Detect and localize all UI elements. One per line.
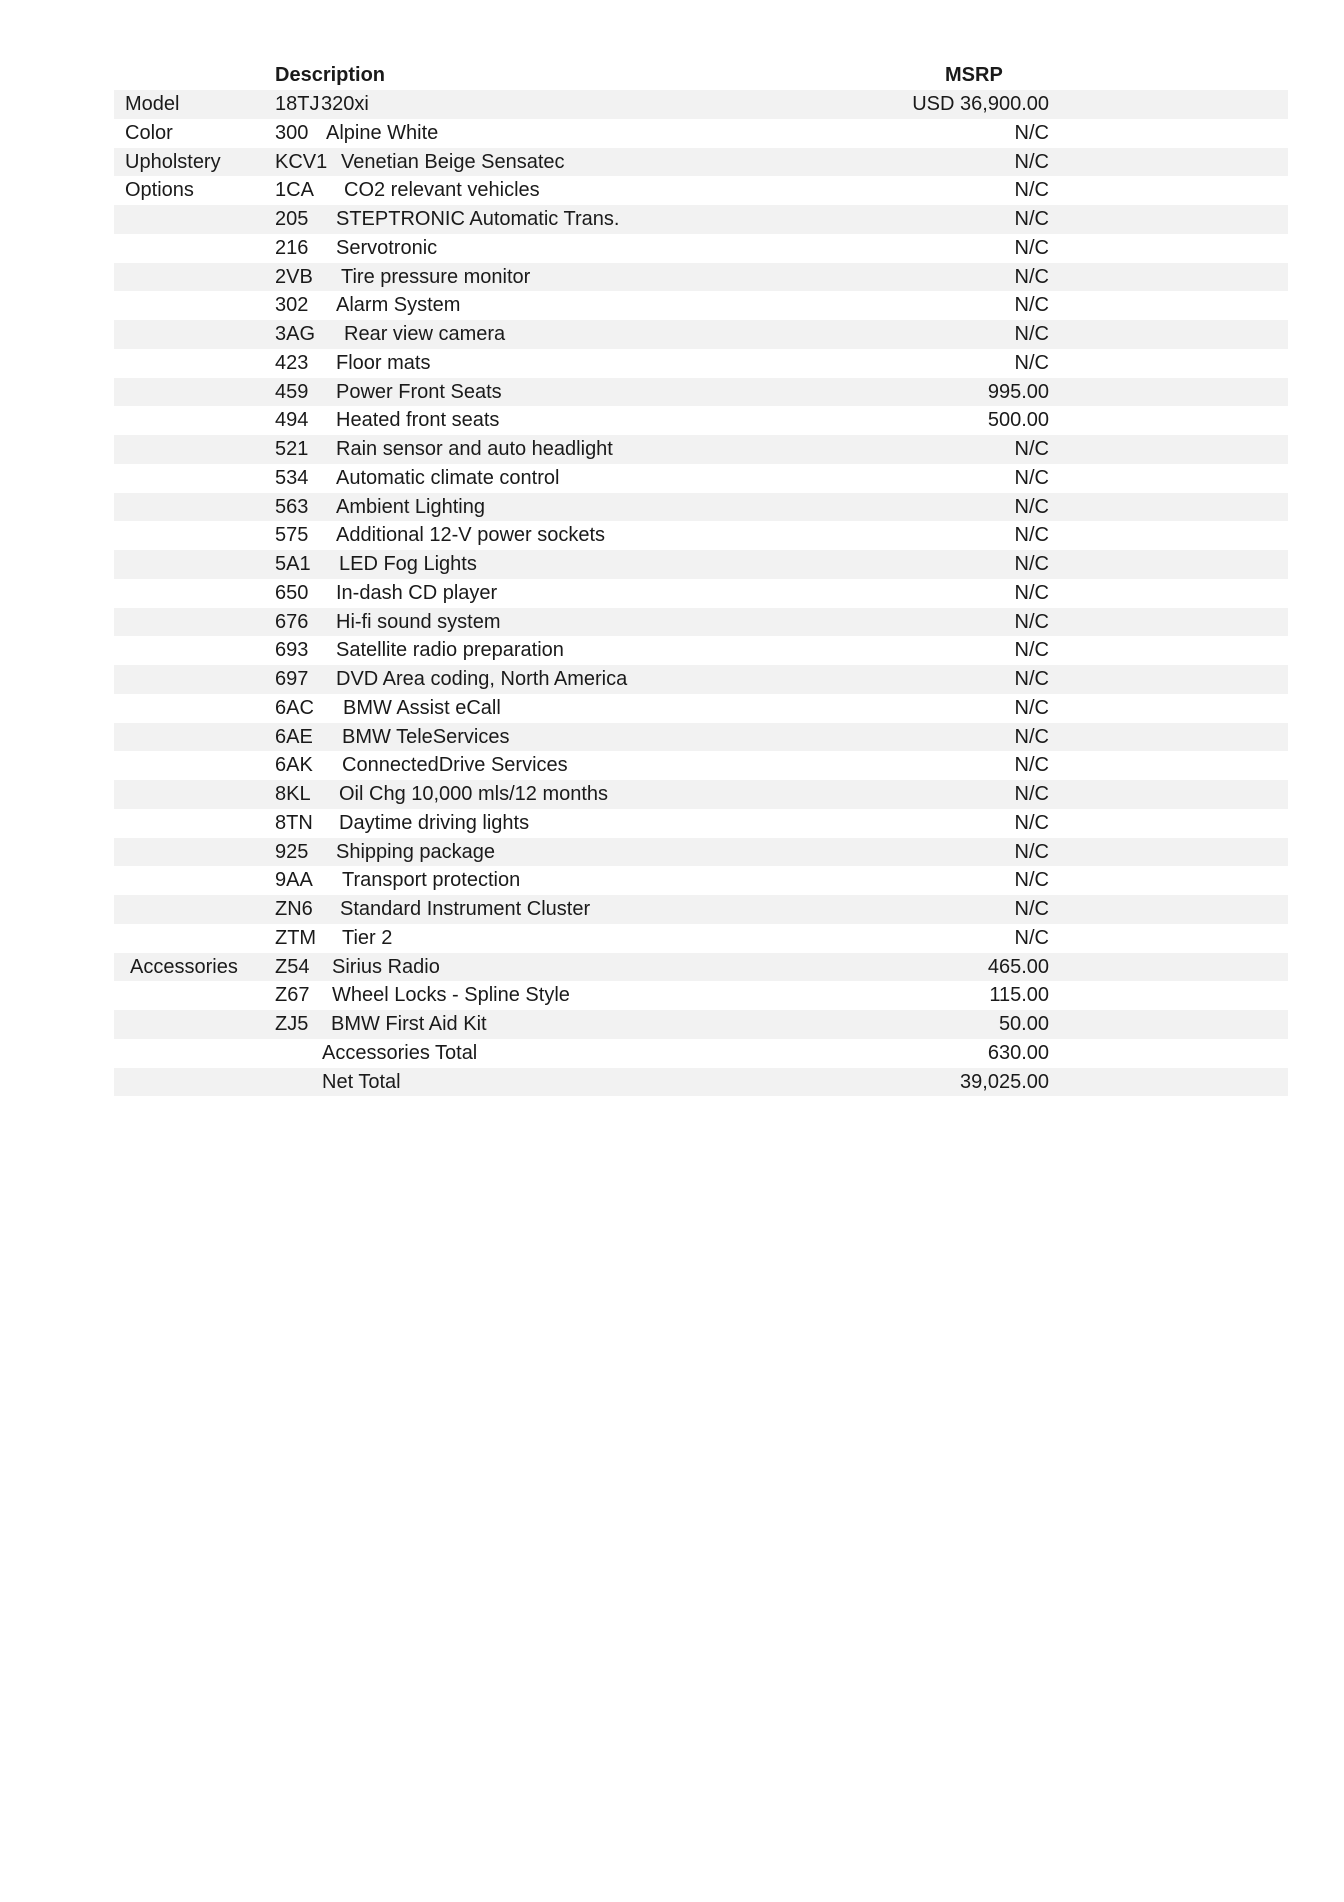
option-description: Sirius Radio	[332, 955, 440, 978]
option-description: Heated front seats	[336, 409, 500, 432]
option-description: Power Front Seats	[336, 380, 502, 403]
option-description: In-dash CD player	[336, 581, 498, 604]
option-code: 676	[275, 610, 309, 633]
option-description: Alarm System	[336, 294, 461, 317]
option-description: Floor mats	[336, 351, 431, 374]
option-price: N/C	[1014, 294, 1049, 317]
option-price: N/C	[1014, 323, 1049, 345]
option-description: Wheel Locks - Spline Style	[332, 984, 570, 1007]
row-category-label: Upholstery	[125, 150, 221, 173]
option-price: 995.00	[987, 380, 1049, 403]
row-category-label: Color	[125, 121, 173, 144]
option-price: USD 36,900.00	[912, 93, 1049, 115]
price-table	[114, 90, 1288, 1096]
option-code: 6AE	[275, 725, 313, 748]
option-code: 925	[275, 840, 309, 863]
table-row	[114, 723, 1288, 752]
table-row	[114, 1039, 1288, 1068]
table-row	[114, 521, 1288, 550]
option-code: 459	[275, 380, 309, 403]
option-price: 465.00	[987, 955, 1049, 978]
table-row	[114, 665, 1288, 694]
option-description: Satellite radio preparation	[336, 639, 564, 662]
option-price: N/C	[1014, 265, 1049, 288]
table-row	[114, 636, 1288, 665]
row-category-label: Accessories	[130, 955, 238, 978]
option-code: 6AK	[275, 754, 313, 777]
option-price: N/C	[1014, 696, 1049, 719]
table-row	[114, 205, 1288, 234]
table-row	[114, 608, 1288, 637]
table-row	[114, 291, 1288, 320]
option-code: 563	[275, 495, 309, 518]
option-code: 205	[275, 208, 309, 230]
description-header: Description	[275, 64, 386, 86]
row-category-label: Options	[125, 179, 194, 202]
option-description: STEPTRONIC Automatic Trans.	[336, 208, 620, 230]
row-category-label: Model	[125, 93, 180, 115]
option-code: 5A1	[275, 553, 311, 575]
option-price: N/C	[1014, 811, 1049, 834]
table-row	[114, 780, 1288, 809]
option-price: N/C	[1014, 524, 1049, 547]
table-row	[114, 464, 1288, 493]
option-description: BMW TeleServices	[342, 725, 510, 748]
option-price: N/C	[1014, 754, 1049, 777]
option-code: 423	[275, 351, 309, 374]
option-code: 216	[275, 236, 309, 259]
table-row	[114, 234, 1288, 263]
option-price: N/C	[1014, 438, 1049, 460]
table-row	[114, 751, 1288, 780]
table-row	[114, 981, 1288, 1010]
option-description: Transport protection	[342, 869, 521, 892]
option-price: N/C	[1014, 869, 1049, 892]
option-price: 500.00	[987, 409, 1049, 432]
option-description: Shipping package	[336, 840, 496, 863]
table-row	[114, 809, 1288, 838]
option-description: ConnectedDrive Services	[342, 754, 568, 777]
option-price: N/C	[1014, 495, 1049, 518]
option-price: N/C	[1014, 150, 1049, 173]
option-code: 302	[275, 294, 309, 317]
table-row	[114, 263, 1288, 292]
table-row	[114, 924, 1288, 953]
option-code: 2VB	[275, 265, 313, 288]
option-code: 6AC	[275, 696, 314, 719]
option-price: N/C	[1014, 553, 1049, 575]
option-description: Accessories Total	[322, 1041, 478, 1064]
option-description: Ambient Lighting	[336, 495, 485, 518]
option-price: N/C	[1014, 236, 1049, 259]
option-code: 521	[275, 438, 309, 460]
option-price: N/C	[1014, 179, 1049, 202]
option-price: N/C	[1014, 725, 1049, 748]
option-price: N/C	[1014, 926, 1049, 949]
option-code: ZJ5	[275, 1013, 309, 1035]
option-description: Rain sensor and auto headlight	[336, 438, 613, 460]
option-description: Servotronic	[336, 236, 438, 259]
option-price: N/C	[1014, 783, 1049, 805]
option-description: DVD Area coding, North America	[336, 668, 628, 690]
option-code: Z67	[275, 984, 310, 1007]
option-price: N/C	[1014, 840, 1049, 863]
msrp-header: MSRP	[945, 64, 1003, 86]
option-code: Z54	[275, 955, 310, 978]
price-sheet	[114, 60, 1288, 1096]
option-price: 630.00	[987, 1041, 1049, 1064]
option-description: Automatic climate control	[336, 466, 560, 489]
option-code: 697	[275, 668, 309, 690]
table-row	[114, 579, 1288, 608]
option-code: 575	[275, 524, 309, 547]
table-row	[114, 838, 1288, 867]
table-row	[114, 148, 1288, 177]
table-row	[114, 953, 1288, 982]
option-price: N/C	[1014, 898, 1049, 920]
table-row	[114, 406, 1288, 435]
option-code: ZN6	[275, 898, 313, 920]
option-description: Alpine White	[326, 121, 439, 144]
option-description: Oil Chg 10,000 mls/12 months	[339, 783, 609, 805]
option-price: N/C	[1014, 208, 1049, 230]
option-description: 320xi	[321, 93, 369, 115]
option-price: N/C	[1014, 668, 1049, 690]
option-description: LED Fog Lights	[339, 553, 477, 575]
table-row	[114, 320, 1288, 349]
option-description: Net Total	[322, 1070, 401, 1093]
option-price: 50.00	[998, 1013, 1049, 1035]
option-description: Additional 12-V power sockets	[336, 524, 606, 547]
option-code: 9AA	[275, 869, 313, 892]
table-row	[114, 550, 1288, 579]
option-code: 8KL	[275, 783, 311, 805]
table-row	[114, 895, 1288, 924]
table-row	[114, 694, 1288, 723]
option-description: Rear view camera	[344, 323, 506, 345]
option-code: 18TJ	[275, 93, 320, 115]
table-row	[114, 349, 1288, 378]
table-header	[114, 60, 1288, 90]
option-price: N/C	[1014, 639, 1049, 662]
option-code: 1CA	[275, 179, 314, 202]
option-price: N/C	[1014, 351, 1049, 374]
option-description: Venetian Beige Sensatec	[341, 150, 565, 173]
option-code: 8TN	[275, 811, 313, 834]
table-row	[114, 176, 1288, 205]
option-description: BMW Assist eCall	[343, 696, 501, 719]
table-row	[114, 493, 1288, 522]
table-row	[114, 378, 1288, 407]
table-row	[114, 435, 1288, 464]
option-price: N/C	[1014, 610, 1049, 633]
option-price: N/C	[1014, 581, 1049, 604]
option-description: Tire pressure monitor	[341, 265, 531, 288]
option-price: 39,025.00	[960, 1070, 1049, 1093]
option-description: Standard Instrument Cluster	[340, 898, 591, 920]
option-code: 300	[275, 121, 309, 144]
option-code: 534	[275, 466, 309, 489]
option-code: 693	[275, 639, 309, 662]
option-description: CO2 relevant vehicles	[344, 179, 540, 202]
option-description: Tier 2	[342, 926, 393, 949]
option-code: 494	[275, 409, 309, 432]
option-code: ZTM	[275, 926, 317, 949]
option-description: BMW First Aid Kit	[331, 1013, 487, 1035]
option-code: KCV1	[275, 150, 328, 173]
table-row	[114, 866, 1288, 895]
option-price: 115.00	[989, 984, 1049, 1007]
option-price: N/C	[1014, 121, 1049, 144]
option-description: Hi-fi sound system	[336, 610, 501, 633]
option-code: 3AG	[275, 323, 316, 345]
table-row	[114, 90, 1288, 119]
option-description: Daytime driving lights	[339, 811, 530, 834]
table-row	[114, 1010, 1288, 1039]
option-price: N/C	[1014, 466, 1049, 489]
table-row	[114, 1068, 1288, 1097]
option-code: 650	[275, 581, 309, 604]
table-row	[114, 119, 1288, 148]
